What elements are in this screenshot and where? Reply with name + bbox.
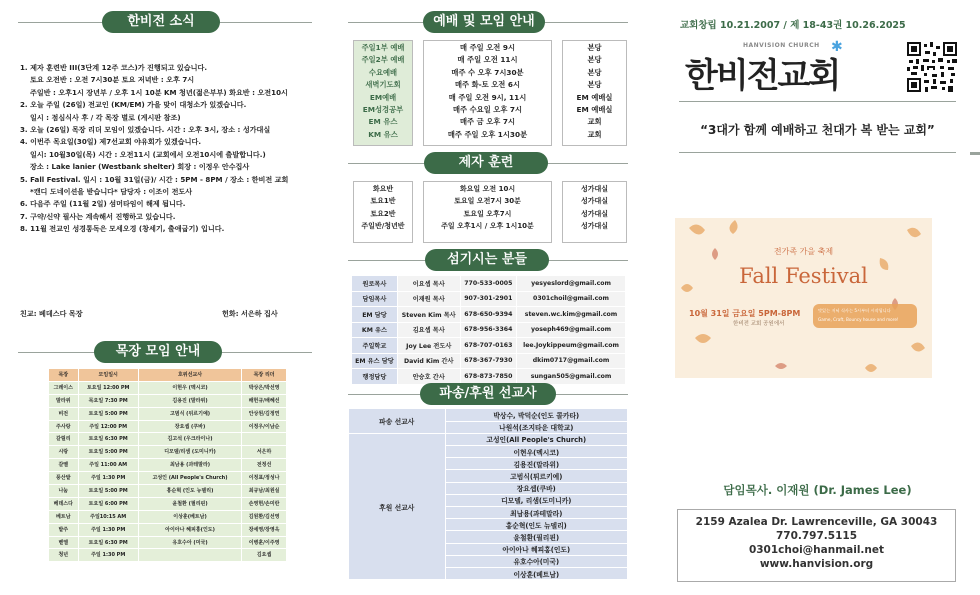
worship-time: 매 주일 오전 9시, 11시: [448, 92, 527, 102]
cell-header: 호위선교사: [138, 369, 241, 382]
worship-place: 본당: [587, 43, 602, 52]
news-item: 주일반 : 오후1시 장년부 / 오후 1시 10분 KM 청년(젊은부부) 화요반 : 오전10시: [30, 87, 288, 97]
disciple-names-box: [353, 181, 413, 243]
cell-cell: 목요일 7:30 PM: [78, 394, 138, 407]
cell-cell: 토요일 5:00 PM: [78, 446, 138, 459]
staff-cell: David Kim 간사: [397, 353, 460, 369]
staff-cell: 담임목사: [352, 291, 398, 307]
cell-cell: 김요셉: [242, 549, 287, 562]
cell-title: 목장 모임 안내: [94, 341, 222, 363]
flower-note: 헌화: 서은하 집사: [222, 309, 278, 318]
cell-cell: 청년: [49, 549, 79, 562]
cell-cell: 이병훈/이주영: [242, 536, 287, 549]
staff-cell[interactable]: steven.wc.kim@gmail.com: [517, 307, 626, 323]
worship-time: 매주 수 오후 7시30분: [451, 67, 524, 77]
staff-row: [352, 322, 626, 338]
worship-times-box: [423, 40, 552, 146]
church-website[interactable]: www.hanvision.org: [759, 558, 874, 570]
fall-festival-poster[interactable]: [675, 218, 932, 378]
worship-name: 수요예배: [368, 67, 398, 77]
staff-title: 섬기시는 분들: [425, 249, 549, 271]
disciple-time: 토요일 오후7시: [463, 209, 512, 218]
cell-cell: 전정선: [242, 459, 287, 472]
logo-small-text: HANVISION CHURCH: [743, 42, 820, 49]
fellowship-note: 친교: 베데스다 목장: [20, 309, 83, 318]
cell-row: [49, 523, 287, 536]
cell-cell: 윤철환 (필리핀): [138, 497, 241, 510]
cell-cell: 주일 11:00 AM: [78, 459, 138, 472]
staff-cell: 행정담당: [352, 369, 398, 385]
missionary-name: 최남용(과테말라): [445, 507, 627, 519]
news-item: 1. 제자 훈련반 III(3단계 12주 코스)가 진행되고 있습니다.: [20, 63, 208, 72]
cell-header: 목장 리더: [242, 369, 287, 382]
missionary-name: 윤철환(필리핀): [445, 531, 627, 543]
missionary-name: 이상훈(베트남): [445, 567, 627, 579]
disciple-title: 제자 훈련: [424, 152, 548, 174]
missionary-category: 후원 선교사: [349, 433, 445, 579]
cell-cell: 토요일 12:00 PM: [78, 381, 138, 394]
staff-cell[interactable]: yoseph469@gmail.com: [517, 322, 626, 338]
church-address: 2159 Azalea Dr. Lawrenceville, GA 30043: [695, 516, 938, 528]
missionary-row: [349, 409, 627, 421]
cell-row: [49, 549, 287, 562]
staff-cell: 678-367-7930: [460, 353, 516, 369]
cell-row: [49, 394, 287, 407]
staff-cell: EM 담당: [352, 307, 398, 323]
star-icon: ✱: [831, 39, 843, 55]
cell-cell: 벧엘: [49, 536, 79, 549]
worship-names-box: [353, 40, 413, 146]
news-item: *캔디 도네이션을 받습니다* 담당자 : 이조이 전도사: [30, 187, 193, 197]
worship-place: EM 예배실: [576, 104, 613, 114]
staff-cell[interactable]: lee.Joykippeum@gmail.com: [517, 338, 626, 354]
qr-code-icon[interactable]: [907, 42, 957, 92]
missionary-name: 홍순혁(인도 뉴델리): [445, 519, 627, 531]
cell-cell: 이현우 (멕시코): [138, 381, 241, 394]
staff-cell: Joy Lee 전도사: [397, 338, 460, 354]
poster-note-box: [813, 304, 917, 328]
staff-cell: 주일학교: [352, 338, 398, 354]
cell-cell: 토요일 6:30 PM: [78, 433, 138, 446]
cell-cell: [242, 433, 287, 446]
poster-note-2: Game, Craft, Bouncy house and more!: [818, 317, 899, 322]
motto-rule-bottom: [679, 152, 956, 153]
disciple-time: 토요일 오전7시 30분: [454, 197, 521, 206]
worship-title: 예배 및 모임 안내: [423, 11, 545, 33]
worship-name: EM 유스: [368, 117, 398, 127]
worship-name: EM성경공부: [362, 104, 404, 114]
cell-cell: 김고석 (우크라이나): [138, 433, 241, 446]
poster-note-1: 맛있는 저녁 식사는 5시부터 시작됩니다: [818, 308, 891, 313]
cell-cell: 고범식 (뒤르기예): [138, 407, 241, 420]
cell-cell: 그레이스: [49, 381, 79, 394]
cell-cell: 갈릴리: [49, 433, 79, 446]
news-item: 일시: 10월30일(목) 시간 : 오전11시 (교회에서 오전10시에 출발합니다.): [30, 149, 266, 159]
news-item: 7. 구약/신약 필사는 계속해서 진행하고 있습니다.: [20, 211, 176, 221]
disciple-class: 토요2반: [370, 209, 396, 218]
missionary-category: 파송 선교사: [349, 409, 445, 433]
staff-cell: 안승호 간사: [397, 369, 460, 385]
staff-row: [352, 338, 626, 354]
cell-cell: 풍산밭: [49, 472, 79, 485]
cell-row: [49, 459, 287, 472]
worship-time: 매주 화-토 오전 6시: [454, 80, 521, 90]
cell-cell: 토요일 6:00 PM: [78, 497, 138, 510]
cell-cell: 최남용 (과테말라): [138, 459, 241, 472]
missionary-name: 김용진(말라위): [445, 458, 627, 470]
founding-info: 교회창립 10.21.2007 / 제 18-43권 10.26.2025: [680, 20, 906, 31]
missionary-row: [349, 433, 627, 445]
autumn-leaves-icon: [675, 218, 932, 378]
staff-row: [352, 307, 626, 323]
poster-place: 한비전 교회 공원에서: [733, 321, 785, 327]
disciple-place: 성가대실: [580, 197, 609, 206]
worship-name: 새벽기도회: [365, 80, 401, 90]
cell-cell: 서은하: [242, 446, 287, 459]
staff-row: [352, 291, 626, 307]
cell-cell: 토요일 5:00 PM: [78, 407, 138, 420]
missionary-name: 유호수아(미국): [445, 555, 627, 567]
church-motto: “3대가 함께 예배하고 천대가 복 받는 교회”: [700, 123, 935, 137]
worship-time: 매주 주일 오후 1시30분: [447, 129, 528, 139]
cell-cell: [138, 549, 241, 562]
cell-cell: 밭주: [49, 523, 79, 536]
missionary-name: 박상수, 박덕순(인도 콜카타): [445, 409, 627, 421]
cell-row: [49, 420, 287, 433]
cell-cell: 주사랑: [49, 420, 79, 433]
cell-cell: 베트남: [49, 510, 79, 523]
cell-group-table: [48, 368, 287, 562]
staff-cell: EM 유스 담당: [352, 353, 398, 369]
cell-row: [49, 510, 287, 523]
staff-cell: Steven Kim 목사: [397, 307, 460, 323]
news-item: 5. Fall Festival. 일시 : 10월 31일(금)/ 시간 : 5PM - 8PM / 장소 : 한비전 교회: [20, 174, 289, 184]
disciple-times-box: [423, 181, 552, 243]
news-list: [20, 62, 320, 236]
staff-cell: 678-707-0163: [460, 338, 516, 354]
cell-row: [49, 536, 287, 549]
missionary-name: 고성인(All People's Church): [445, 433, 627, 445]
cell-cell: 주일10:15 AM: [78, 510, 138, 523]
disciple-places-box: [562, 181, 627, 243]
cell-cell: 이정우/이남순: [242, 420, 287, 433]
cell-cell: 배헌규/배혜선: [242, 394, 287, 407]
news-item: 4. 이번주 목요일(30일) 제7선교회 야유회가 있겠습니다.: [20, 137, 202, 147]
cell-header: 목장: [49, 369, 79, 382]
church-phone[interactable]: 770.797.5115: [775, 530, 858, 542]
worship-time: 매주 금 오후 7시: [460, 117, 515, 127]
cell-row: [49, 433, 287, 446]
poster-title: Fall Festival: [739, 264, 868, 288]
cell-cell: 안상원/김정연: [242, 407, 287, 420]
staff-cell: 김요셉 목사: [397, 322, 460, 338]
disciple-class: 주일반/청년반: [361, 222, 405, 231]
worship-name: EM예배: [369, 92, 397, 102]
staff-cell: 678-650-9394: [460, 307, 516, 323]
staff-cell[interactable]: sungan505@gmail.com: [517, 369, 626, 385]
news-item: 6. 다음주 주일 (11월 2일) 섬머타임이 해제 됩니다.: [20, 199, 186, 209]
cell-cell: 주일 1:30 PM: [78, 523, 138, 536]
worship-time: 매 주일 오전 11시: [457, 55, 518, 65]
news-title: 한비전 소식: [102, 11, 220, 33]
cell-cell: 유호수아 (미국): [138, 536, 241, 549]
senior-pastor: 담임목사. 이재원 (Dr. James Lee): [723, 483, 912, 497]
staff-row: [352, 353, 626, 369]
cell-cell: 베데스다: [49, 497, 79, 510]
disciple-class: 토요1반: [370, 197, 396, 206]
staff-cell[interactable]: yesyeslord@gmail.com: [517, 276, 626, 292]
church-logo: [683, 39, 853, 96]
worship-name: 주일1부 예배: [361, 43, 405, 52]
news-item: 장소 : Lake lanier (Westbank shelter) 회장 : 이정우 안수집사: [30, 162, 250, 172]
staff-cell: 이요셉 목사: [397, 276, 460, 292]
cell-cell: 주일 12:00 PM: [78, 420, 138, 433]
worship-place: EM 예배실: [576, 92, 613, 102]
cell-cell: 손영현/손미란: [242, 497, 287, 510]
cell-row: [49, 472, 287, 485]
cell-cell: 말라위: [49, 394, 79, 407]
cell-cell: 고성인 (All People's Church): [138, 472, 241, 485]
cell-cell: 주일 1:30 PM: [78, 472, 138, 485]
worship-name: 주일2부 예배: [361, 55, 405, 65]
cell-row: [49, 381, 287, 394]
cell-cell: 나눔: [49, 485, 79, 498]
staff-table: [351, 275, 626, 385]
news-item: 2. 오늘 주일 (26일) 전교인 (KM/EM) 가을 맞이 대청소가 있겠습니다.: [20, 100, 247, 110]
worship-time: 매 주일 오전 9시: [460, 43, 515, 52]
missionary-name: 디모델, 리샘(도미니카): [445, 494, 627, 506]
missionary-table: [349, 409, 627, 580]
cell-cell: 토요일 6:30 PM: [78, 536, 138, 549]
contact-box: [677, 509, 956, 582]
disciple-place: 성가대실: [580, 185, 609, 193]
missionary-name: 이현우(멕시코): [445, 446, 627, 458]
cell-cell: 토요일 5:00 PM: [78, 485, 138, 498]
worship-place: 교회: [587, 117, 602, 127]
staff-cell: 원로목사: [352, 276, 398, 292]
worship-places-box: [562, 40, 627, 146]
cell-cell: 장요셉 (쿠바): [138, 420, 241, 433]
disciple-class: 화요반: [372, 185, 394, 193]
staff-cell: 이재원 목사: [397, 291, 460, 307]
poster-subtitle: 전가족 가을 축제: [773, 247, 834, 256]
cell-row: [49, 446, 287, 459]
edge-mark: [970, 152, 980, 155]
cell-row: [49, 407, 287, 420]
cell-cell: 최규남/최원실: [242, 485, 287, 498]
cell-cell: 갈멜: [49, 459, 79, 472]
disciple-time: 주일 오후1시 / 오후 1시10분: [441, 222, 534, 231]
staff-row: [352, 369, 626, 385]
news-item: 토요 오전반 : 오전 7시30분 토요 저녁반 : 오후 7시: [30, 75, 195, 85]
staff-cell: 678-956-3364: [460, 322, 516, 338]
logo-text: 한비전교회: [685, 56, 840, 96]
cell-cell: 홍순혁 (인도 뉴델리): [138, 485, 241, 498]
cell-cell: 비전: [49, 407, 79, 420]
cell-cell: 디모델/리샘 (도미니카): [138, 446, 241, 459]
mission-title: 파송/후원 선교사: [420, 383, 556, 405]
news-item: 일시 : 점심식사 후 / 각 목장 별로 (게시판 참조): [30, 112, 181, 122]
poster-date: 10월 31일 금요일 5PM-8PM: [689, 309, 801, 318]
staff-cell: 907-301-2901: [460, 291, 516, 307]
worship-time: 매주 수요일 오후 7시: [452, 104, 523, 114]
cell-row: [49, 497, 287, 510]
missionary-name: 나원석(조지타운 대학교): [445, 421, 627, 433]
cell-header: 모임일시: [78, 369, 138, 382]
worship-place: 본당: [587, 80, 602, 90]
staff-cell: 770-533-0005: [460, 276, 516, 292]
disciple-time: 화요일 오전 10시: [459, 185, 516, 193]
worship-place: 본당: [587, 55, 602, 65]
cell-cell: 장세영/장영옥: [242, 523, 287, 536]
cell-cell: 주일 1:30 PM: [78, 549, 138, 562]
cell-cell: 이상훈(베트남): [138, 510, 241, 523]
worship-place: 교회: [587, 129, 602, 139]
staff-row: [352, 276, 626, 292]
cell-cell: 아이아나 혜피홍(인도): [138, 523, 241, 536]
missionary-name: 장요셉(쿠바): [445, 482, 627, 494]
cell-row: [49, 485, 287, 498]
staff-cell[interactable]: dkim0717@gmail.com: [517, 353, 626, 369]
staff-cell[interactable]: 0301choil@gmail.com: [517, 291, 626, 307]
cell-cell: 김용진 (말라위): [138, 394, 241, 407]
cell-cell: 김원환/김선영: [242, 510, 287, 523]
cell-cell: 박상은/박선영: [242, 381, 287, 394]
cell-cell: 이정표/정성나: [242, 472, 287, 485]
disciple-place: 성가대실: [580, 222, 609, 231]
cell-cell: 시랑: [49, 446, 79, 459]
motto-rule-top: [679, 101, 956, 102]
disciple-place: 성가대실: [580, 209, 609, 218]
news-item: 3. 오늘 (26일) 목장 리더 모임이 있겠습니다. 시간 : 오후 3시, 장소 : 성가대실: [20, 125, 271, 135]
staff-cell: 678-873-7850: [460, 369, 516, 385]
church-email[interactable]: 0301choi@hanmail.net: [748, 544, 885, 556]
news-item: 8. 11월 전교인 성경통독은 모세오경 (창세기, 출애굽기) 입니다.: [20, 224, 225, 234]
missionary-name: 아이아나 혜피홍(인도): [445, 543, 627, 555]
worship-place: 본당: [587, 67, 602, 77]
missionary-name: 고범식(튀르키예): [445, 470, 627, 482]
staff-cell: KM 유스: [352, 322, 398, 338]
worship-name: KM 유스: [368, 129, 398, 139]
